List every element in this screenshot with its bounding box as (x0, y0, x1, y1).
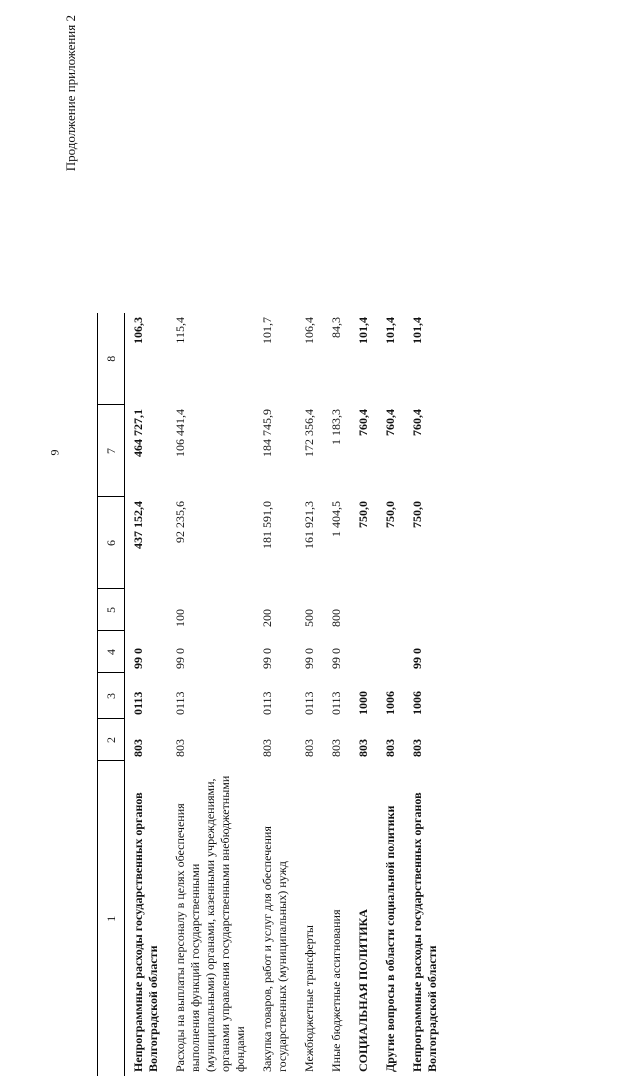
table-body (125, 313, 447, 1076)
row-plan-value: 750,0 (410, 501, 424, 528)
row-plan-value: 92 235,6 (173, 501, 187, 543)
row-admin-code: 803 (302, 739, 316, 757)
row-actual-value: 760,4 (410, 409, 424, 436)
table-row (377, 313, 404, 1076)
row-percent: 115,4 (173, 317, 187, 344)
row-percent: 101,7 (260, 317, 274, 344)
row-plan-value: 750,0 (356, 501, 370, 528)
row-name: Иные бюджетные ассигнования (329, 909, 343, 1072)
row-name: Межбюджетные трансферты (302, 925, 316, 1072)
row-plan-value: 161 921,3 (302, 501, 316, 549)
row-section-code: 0113 (329, 691, 343, 715)
row-name: Закупка товаров, работ и услуг для обеспечения государственных (муниципальных) нужд (260, 826, 289, 1072)
row-actual-value: 172 356,4 (302, 409, 316, 457)
table-row (350, 313, 377, 1076)
row-target-article: 99 0 (260, 648, 274, 669)
row-expense-type: 100 (173, 609, 187, 627)
appendix-continuation-label: Продолжение приложения 2 (63, 15, 78, 172)
row-percent: 84,3 (329, 317, 343, 338)
col-header-8: 8 (98, 313, 125, 405)
row-plan-value: 437 152,4 (131, 501, 145, 549)
row-expense-type: 500 (302, 609, 316, 627)
row-actual-value: 760,4 (356, 409, 370, 436)
col-header-6: 6 (98, 497, 125, 589)
col-header-2: 2 (98, 719, 125, 761)
table-row (404, 313, 446, 1076)
row-actual-value: 1 183,3 (329, 409, 343, 445)
row-name: Непрограммные расходы государственных органов Волгоградской области (131, 792, 160, 1072)
table-row (323, 313, 350, 1076)
row-expense-type (125, 589, 168, 631)
row-name: Непрограммные расходы государственных органов Волгоградской области (410, 792, 439, 1072)
row-section-code: 1006 (410, 691, 424, 715)
row-admin-code: 803 (329, 739, 343, 757)
row-name: СОЦИАЛЬНАЯ ПОЛИТИКА (356, 909, 370, 1072)
table-row (167, 313, 254, 1076)
row-section-code: 0113 (131, 691, 145, 715)
budget-table (97, 313, 446, 1076)
row-expense-type: 200 (260, 609, 274, 627)
row-actual-value: 184 745,9 (260, 409, 274, 457)
row-target-article: 99 0 (329, 648, 343, 669)
row-percent: 106,4 (302, 317, 316, 344)
row-plan-value: 750,0 (383, 501, 397, 528)
col-header-7: 7 (98, 405, 125, 497)
row-admin-code: 803 (173, 739, 187, 757)
table-row (254, 313, 296, 1076)
page-number: 9 (47, 449, 62, 456)
col-header-5: 5 (98, 589, 125, 631)
row-target-article: 99 0 (302, 648, 316, 669)
row-actual-value: 760,4 (383, 409, 397, 436)
row-expense-type (404, 589, 446, 631)
row-plan-value: 1 404,5 (329, 501, 343, 537)
row-expense-type: 800 (329, 609, 343, 627)
row-admin-code: 803 (131, 739, 145, 757)
row-target-article: 99 0 (410, 648, 424, 669)
row-admin-code: 803 (383, 739, 397, 757)
budget-table-container (97, 313, 570, 1076)
row-expense-type (350, 589, 377, 631)
row-percent: 101,4 (410, 317, 424, 344)
row-name: Расходы на выплаты персоналу в целях обеспечения выполнения функций государственными (муниципальными) органами, казенными учреждениями, органами управления государственными внебюджетными фондами (173, 775, 247, 1072)
row-section-code: 0113 (302, 691, 316, 715)
col-header-4: 4 (98, 631, 125, 673)
table-row (125, 313, 168, 1076)
row-plan-value: 181 591,0 (260, 501, 274, 549)
row-admin-code: 803 (260, 739, 274, 757)
row-section-code: 0113 (260, 691, 274, 715)
row-admin-code: 803 (410, 739, 424, 757)
row-target-article (350, 631, 377, 673)
row-expense-type (377, 589, 404, 631)
row-name: Другие вопросы в области социальной политики (383, 805, 397, 1072)
col-header-3: 3 (98, 673, 125, 719)
row-section-code: 0113 (173, 691, 187, 715)
row-actual-value: 106 441,4 (173, 409, 187, 457)
row-actual-value: 464 727,1 (131, 409, 145, 457)
row-section-code: 1000 (356, 691, 370, 715)
row-target-article: 99 0 (173, 648, 187, 669)
row-admin-code: 803 (356, 739, 370, 757)
col-header-1: 1 (98, 761, 125, 1076)
row-percent: 101,4 (356, 317, 370, 344)
row-target-article (377, 631, 404, 673)
row-section-code: 1006 (383, 691, 397, 715)
table-row (296, 313, 323, 1076)
header-row (98, 313, 125, 1076)
row-target-article: 99 0 (131, 648, 145, 669)
row-percent: 101,4 (383, 317, 397, 344)
row-percent: 106,3 (131, 317, 145, 344)
